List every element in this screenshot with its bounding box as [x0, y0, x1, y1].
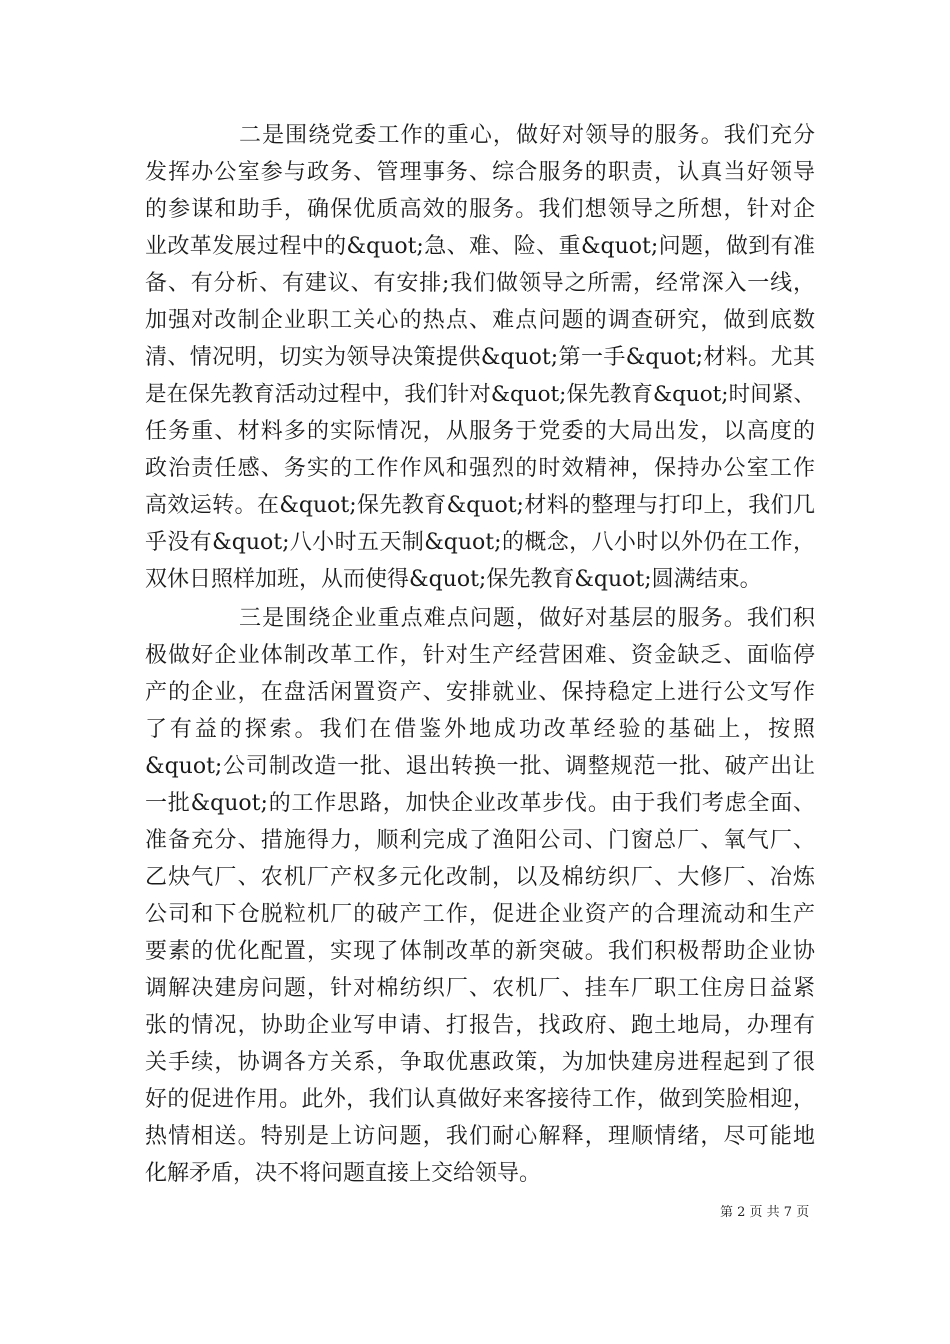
paragraph-1-line: 高效运转。在&quot;保先教育&quot;材料的整理与打印上，我们几 [145, 493, 815, 518]
paragraph-2-line: 准备充分、措施得力，顺利完成了渔阳公司、门窗总厂、氧气厂、 [145, 828, 815, 853]
paragraph-2-line: 产的企业，在盘活闲置资产、安排就业、保持稳定上进行公文写作 [145, 680, 815, 705]
paragraph-1-line: 是在保先教育活动过程中，我们针对&quot;保先教育&quot;时间紧、 [145, 382, 815, 407]
paragraph-2-line: 了有益的探索。我们在借鉴外地成功改革经验的基础上，按照 [145, 717, 815, 742]
paragraph-1-line: 清、情况明，切实为领导决策提供&quot;第一手&quot;材料。尤其 [145, 345, 815, 370]
paragraph-2-line: 乙炔气厂、农机厂产权多元化改制，以及棉纺织厂、大修厂、冶炼 [145, 865, 815, 890]
paragraph-1-line: 政治责任感、务实的工作作风和强烈的时效精神，保持办公室工作 [145, 456, 815, 481]
paragraph-2-line: 热情相送。特别是上访问题，我们耐心解释，理顺情绪，尽可能地 [145, 1124, 815, 1149]
paragraph-1-line: 发挥办公室参与政务、管理事务、综合服务的职责，认真当好领导 [145, 160, 815, 185]
paragraph-2-line: 公司和下仓脱粒机厂的破产工作，促进企业资产的合理流动和生产 [145, 902, 815, 927]
paragraph-1-line: 的参谋和助手，确保优质高效的服务。我们想领导之所想，针对企 [145, 197, 815, 222]
paragraph-1-line: 双休日照样加班，从而使得&quot;保先教育&quot;圆满结束。 [145, 567, 762, 592]
paragraph-2-line: 化解矛盾，决不将问题直接上交给领导。 [145, 1161, 542, 1186]
paragraph-2-line: &quot;公司制改造一批、退出转换一批、调整规范一批、破产出让 [145, 754, 815, 779]
paragraph-1-line: 二是围绕党委工作的重心，做好对领导的服务。我们充分 [239, 123, 815, 148]
paragraph-2-line: 好的促进作用。此外，我们认真做好来客接待工作，做到笑脸相迎， [145, 1087, 815, 1112]
paragraph-2-line: 调解决建房问题，针对棉纺织厂、农机厂、挂车厂职工住房日益紧 [145, 976, 815, 1001]
paragraph-2-line: 极做好企业体制改革工作，针对生产经营困难、资金缺乏、面临停 [145, 643, 815, 668]
paragraph-2-line: 一批&quot;的工作思路，加快企业改革步伐。由于我们考虑全面、 [145, 791, 815, 816]
paragraph-1-line: 任务重、材料多的实际情况，从服务于党委的大局出发，以高度的 [145, 419, 815, 444]
paragraph-2-line: 要素的优化配置，实现了体制改革的新突破。我们积极帮助企业协 [145, 939, 815, 964]
paragraph-2-line: 张的情况，协助企业写申请、打报告，找政府、跑土地局，办理有 [145, 1013, 815, 1038]
paragraph-1-line: 业改革发展过程中的&quot;急、难、险、重&quot;问题，做到有准 [145, 234, 815, 259]
paragraph-1-line: 乎没有&quot;八小时五天制&quot;的概念，八小时以外仍在工作， [145, 530, 815, 555]
page-number-footer: 第 2 页 共 7 页 [720, 1205, 810, 1220]
paragraph-2-line: 三是围绕企业重点难点问题，做好对基层的服务。我们积 [239, 606, 815, 631]
paragraph-1-line: 备、有分析、有建议、有安排;我们做领导之所需，经常深入一线， [145, 271, 815, 296]
paragraph-2-line: 关手续，协调各方关系，争取优惠政策，为加快建房进程起到了很 [145, 1050, 815, 1075]
paragraph-1-line: 加强对改制企业职工关心的热点、难点问题的调查研究，做到底数 [145, 308, 815, 333]
